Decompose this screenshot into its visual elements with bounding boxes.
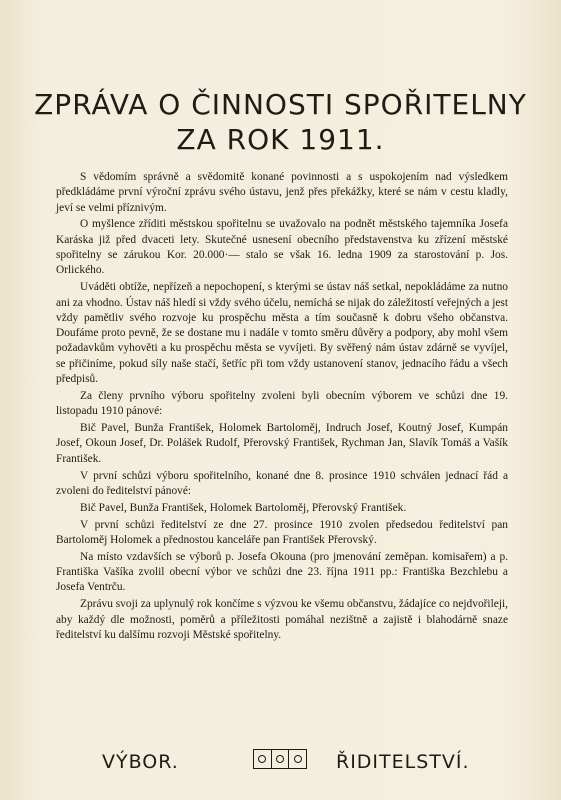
paragraph-founding: O myšlence zříditi městskou spořitelnu se uvažovalo na podnět městského tajemníka Josefa Karáska již před dvaceti lety. Skutečné usnesení obecního představenstva ku zřízení městské spořitelny se zárukou Kor. 20.000·— stalo se však 16. ledna 1909 za starostování p. Jos. Orlického. <box>56 218 508 277</box>
ornament-cell <box>254 750 272 768</box>
ring-icon <box>294 755 302 763</box>
ornament-divider <box>253 749 307 769</box>
ring-icon <box>276 755 284 763</box>
signature-directorate: ŘIDITELSTVÍ. <box>336 751 470 773</box>
title-line-1: ZPRÁVA O ČINNOSTI SPOŘITELNY <box>34 88 527 121</box>
paragraph-committee-intro: Za členy prvního výboru spořitelny zvoleni byli obecním výborem ve schůzi dne 19. listopadu 1910 pánové: <box>56 389 508 418</box>
signature-committee: VÝBOR. <box>102 751 179 773</box>
paragraph-mission: Uváděti obtíže, nepřízeň a nepochopení, s kterými se ústav náš setkal, nepokládáme za nutno ani za vhodno. Ústav náš hledí si vždy svého účelu, nemíchá se nijak do záležitostí veřejných a jest vždy pamětliv svého rozvoje ku prospěchu města a tím současně k dobru všeho občanstva. Doufáme proto pevně, že se dostane mu i nadále v tomto směru důvěry a podpory, aby mohl všem požadavkům vyhověti a ku prospěchu města se vyvíjeti. By svěřený nám ústav zdárně se vyvíjel, se přičiníme, pokud síly naše stačí, šetříc při tom vždy ustanovení stanov, jednacího řádu a všech předpisů. <box>56 281 509 386</box>
title-line-2: ZA ROK 1911. <box>176 123 385 156</box>
ornament-cell <box>272 750 290 768</box>
paragraph-closing: Zprávu svoji za uplynulý rok končíme s výzvou ke všemu občanstvu, žádajíce co nejdvořileji, aby každý dle možnosti, poměrů a příležitosti pomáhal nezištně a zajistě i blahodárně snaze ředitelství ku dalšímu rozvoji Městské spořitelny. <box>56 598 508 641</box>
paragraph-replacements: Na místo vzdavších se výborů p. Josefa Okouna (pro jmenování zeměpan. komisařem) a p. Františka Vašíka zvolil obecní výbor ve schůzi dne 23. října 1911 pp.: Františka Bezchlebu a Josefa Ventrču. <box>56 550 508 594</box>
report-body <box>56 170 508 645</box>
committee-members-list: Bič Pavel, Bunža František, Holomek Bartoloměj, Indruch Josef, Koutný Josef, Kumpán Josef, Okoun Josef, Dr. Polášek Rudolf, Přerovský František, Rychman Jan, Slavík Tomáš a Vašík František. <box>56 422 508 465</box>
paragraph-chairman: V první schůzi ředitelství ze dne 27. prosince 1910 zvolen předsedou ředitelství pan Bartoloměj Holomek a přednostou kanceláře pan František Přerovský. <box>56 518 508 546</box>
directorate-members-list: Bič Pavel, Bunža František, Holomek Bartoloměj, Přerovský František. <box>80 501 407 514</box>
ring-icon <box>258 755 266 763</box>
paragraph-intro: S vědomím správně a svědomitě konané povinnosti a s uspokojením nad výsledkem předkládáme první výroční zprávu svého ústavu, jenž přes překážky, které se nám v cestu kladly, jeví se velmi příznivým. <box>56 171 508 214</box>
paragraph-directorate-intro: V první schůzi výboru spořitelního, konané dne 8. prosince 1910 schválen jednací řád a zvoleni do ředitelství pánové: <box>56 469 508 497</box>
ornament-cell <box>289 750 306 768</box>
